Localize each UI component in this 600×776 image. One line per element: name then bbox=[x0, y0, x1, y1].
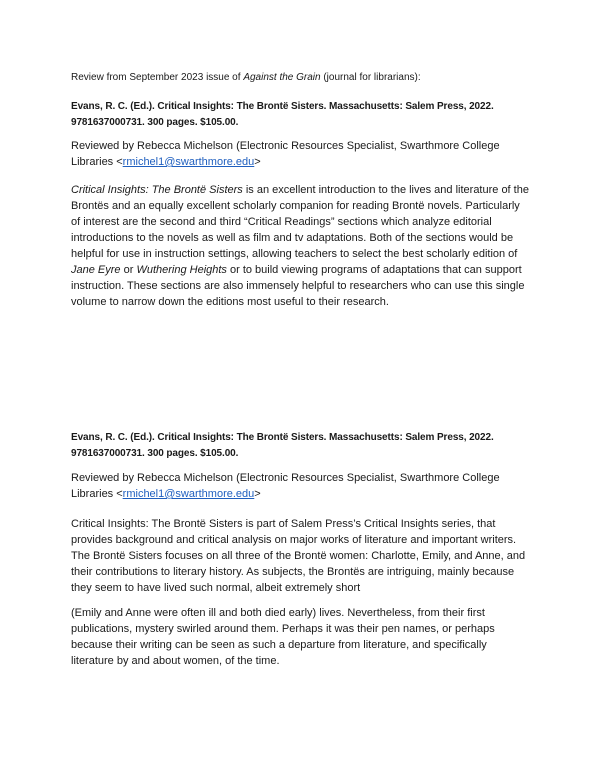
review-1-title: Critical Insights: The Brontë Sisters bbox=[71, 184, 243, 196]
book-wuthering-heights: Wuthering Heights bbox=[136, 264, 227, 276]
reviewer-2-close: > bbox=[254, 488, 261, 500]
journal-title: Against the Grain bbox=[243, 72, 321, 83]
review-2-paragraph-1: Critical Insights: The Brontë Sisters is part of Salem Press’s Critical Insights series, that provides background and critical analysis on major works of literature and important writers. The Brontë Sisters focuses on all three of the Brontë women: Charlotte, Emily, and Anne, and their contributions to literary history. As subjects, the Brontës are intriguing, mainly because they seem to have lived such normal, albeit extremely short bbox=[71, 518, 526, 594]
citation-1-line1: Evans, R. C. (Ed.). Critical Insights: The Brontë Sisters. Massachusetts: Salem Press, 2022. bbox=[71, 101, 494, 112]
review-1-paragraph bbox=[71, 182, 531, 310]
reviewer-1-text: Reviewed by Rebecca Michelson (Electronic Resources Specialist, Swarthmore College Libraries < bbox=[71, 140, 500, 168]
book-jane-eyre: Jane Eyre bbox=[71, 264, 121, 276]
intro-suffix: (journal for librarians): bbox=[320, 72, 421, 83]
reviewer-1 bbox=[71, 138, 531, 170]
intro-line bbox=[71, 71, 531, 85]
reviewer-2-email-link[interactable]: rmichel1@swarthmore.edu bbox=[122, 488, 255, 500]
reviewer-2-text: Reviewed by Rebecca Michelson (Electronic Resources Specialist, Swarthmore College Libraries < bbox=[71, 472, 500, 500]
review-2-paragraph-2: (Emily and Anne were often ill and both died early) lives. Nevertheless, from their first publications, mystery swirled around them. Perhaps it was their pen names, or perhaps because their writing can be seen as such a departure from literature, and specifically literature by and about women, of the time. bbox=[71, 607, 495, 667]
reviewer-1-close: > bbox=[254, 156, 261, 168]
intro-prefix: Review from September 2023 issue of bbox=[71, 72, 244, 83]
citation-1 bbox=[71, 99, 531, 131]
citation-2 bbox=[71, 430, 531, 462]
citation-2-line2: 9781637000731. 300 pages. $105.00. bbox=[71, 448, 239, 459]
review-1-text-3: or to build viewing programs of adaptations that can support instruction. These sections are also immensely helpful to researchers who can use this single volume to narrow down the editions most useful to their research. bbox=[71, 264, 525, 308]
reviewer-2 bbox=[71, 470, 531, 502]
reviewer-1-email-link[interactable]: rmichel1@swarthmore.edu bbox=[122, 156, 255, 168]
citation-1-line2: 9781637000731. 300 pages. $105.00. bbox=[71, 117, 239, 128]
review-1-text-2: or bbox=[120, 264, 137, 276]
review-1-text-1: is an excellent introduction to the lives and literature of the Brontës and an equally excellent scholarly companion for reading Brontë novels. Particularly of interest are the second and third “Critical Readings” sections which analyze editorial introductions to the novels as well as film and tv adaptations. Both of the sections would be helpful for use in instruction settings, allowing teachers to select the best scholarly edition of bbox=[71, 184, 529, 260]
citation-2-line1: Evans, R. C. (Ed.). Critical Insights: The Brontë Sisters. Massachusetts: Salem Press, 2022. bbox=[71, 432, 494, 443]
